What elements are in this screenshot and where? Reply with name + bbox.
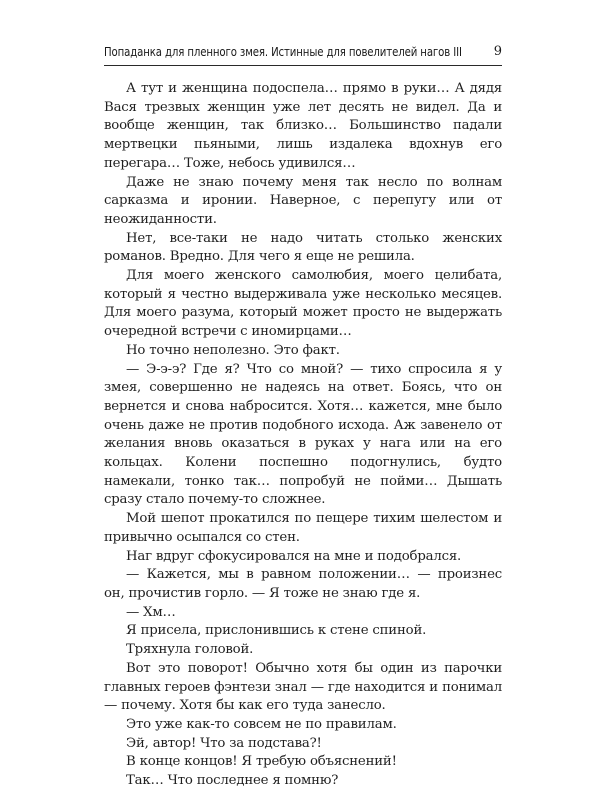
paragraph: Для моего женского самолюбия, моего целибата, который я честно выдерживала уже несколько месяцев. Для моего разума, который может просто не выдержать очередной встречи с иномирцами… xyxy=(104,268,502,340)
paragraph: Так… Что последнее я помню? xyxy=(126,773,339,789)
paragraph: Тряхнула головой. xyxy=(126,642,254,658)
paragraph: Я присела, прислонившись к стене спиной. xyxy=(126,623,427,639)
paragraph: Даже не знаю почему меня так несло по волнам сарказма и иронии. Наверное, с перепугу или от неожиданности. xyxy=(104,174,502,227)
header-rule xyxy=(104,65,502,66)
page-number: 9 xyxy=(493,44,502,59)
paragraph: Но точно неполезно. Это факт. xyxy=(126,342,340,358)
paragraph: В конце концов! Я требую объяснений! xyxy=(126,754,397,770)
paragraph: — Э-э-э? Где я? Что со мной? — тихо спросила я у змея, совершенно не надеясь на ответ. Боясь, что он вернется и снова набросится. Хотя… кажется, мне было очень даже не против подобного исхода. Аж завенело от желания вновь оказаться в руках у нага или на его кольцах. Колени поспешно подогнулись, будто намекали, тонко так… попробуй не пойми… Дышать сразу стало почему-то сложнее. xyxy=(104,361,502,508)
body-text xyxy=(104,80,502,791)
paragraph: Эй, автор! Что за подстава?! xyxy=(126,735,322,751)
running-head xyxy=(104,44,502,68)
paragraph: — Хм… xyxy=(126,604,176,620)
paragraph: Вот это поворот! Обычно хотя бы один из парочки главных героев фэнтези знал — где находится и понимал — почему. Хотя бы как его туда занесло. xyxy=(104,660,502,714)
paragraph: А тут и женщина подоспела… прямо в руки… А дядя Вася трезвых женщин уже лет десять не видел. Да и вообще женщин, так близко… Большинство падали мертвецки пьяными, лишь издалека вдохнув его перегара… Тоже, небось удивился… xyxy=(104,81,502,171)
book-title: Попаданка для пленного змея. Истинные для повелителей нагов III xyxy=(104,44,462,59)
paragraph: Наг вдруг сфокусировался на мне и подобрался. xyxy=(126,548,462,564)
paragraph: Нет, все-таки не надо читать столько женских романов. Вредно. Для чего я еще не решила. xyxy=(104,230,502,265)
paragraph: Мой шепот прокатился по пещере тихим шелестом и привычно осыпался со стен. xyxy=(104,511,502,545)
paragraph: — Кажется, мы в равном положении… — произнес он, прочистив горло. — Я тоже не знаю где я. xyxy=(104,567,502,601)
paragraph: Это уже как-то совсем не по правилам. xyxy=(126,716,397,732)
